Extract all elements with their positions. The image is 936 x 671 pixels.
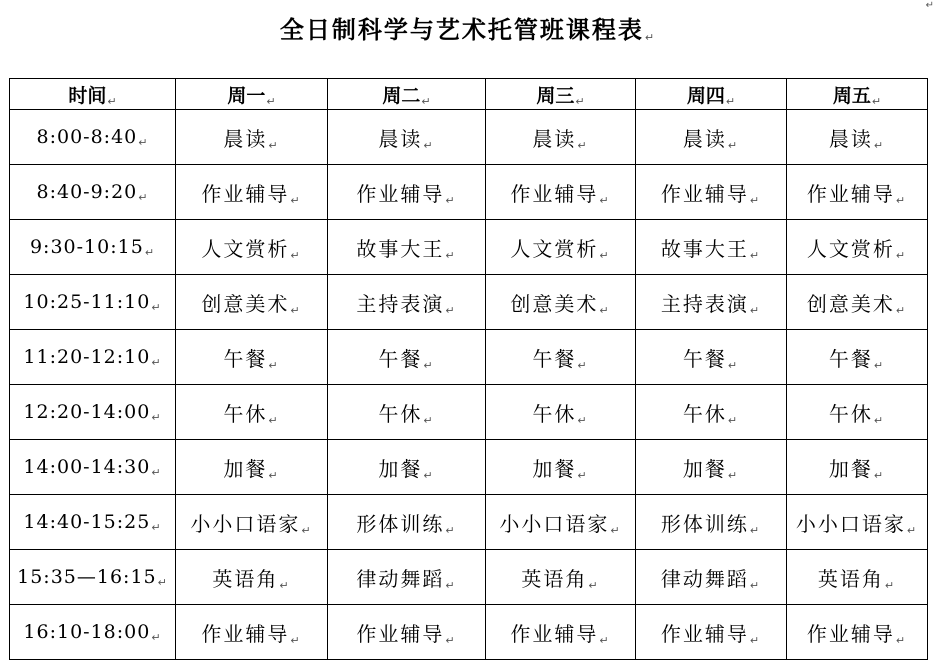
course-label: 英语角 (212, 566, 279, 591)
course-cell (176, 440, 328, 495)
paragraph-mark-icon: ↵ (577, 358, 589, 372)
time-label: 11:20-12:10 (23, 345, 151, 368)
course-label: 人文赏析 (201, 236, 290, 261)
course-cell (787, 550, 928, 605)
paragraph-mark-icon: ↵ (873, 413, 886, 427)
paragraph-mark-icon: ↵ (268, 413, 280, 427)
paragraph-mark-icon: ↵ (151, 465, 162, 479)
course-cell (787, 220, 928, 275)
time-label: 8:40-9:20 (36, 180, 138, 203)
time-label: 15:35—16:15 (17, 565, 157, 588)
paragraph-mark-icon: ↵ (421, 94, 431, 108)
course-cell (176, 605, 328, 660)
time-label: 12:20-14:00 (23, 400, 151, 423)
course-label: 晨读 (378, 126, 423, 151)
paragraph-mark-icon: ↵ (577, 468, 589, 482)
time-cell (10, 165, 176, 220)
course-label: 作业辅导 (356, 181, 445, 206)
paragraph-mark-icon: ↵ (895, 248, 908, 262)
course-label: 加餐 (682, 456, 727, 481)
course-cell (787, 605, 928, 660)
paragraph-mark-icon: ↵ (151, 630, 162, 644)
course-label: 人文赏析 (806, 236, 895, 261)
course-label: 律动舞蹈 (660, 566, 749, 591)
header-day (486, 79, 636, 110)
course-cell (176, 275, 328, 330)
header-time (10, 79, 176, 110)
course-label: 形体训练 (356, 511, 445, 536)
course-cell (486, 550, 636, 605)
header-label: 时间 (68, 84, 107, 107)
paragraph-mark-icon: ↵ (144, 245, 156, 259)
course-cell (636, 110, 787, 165)
schedule-body (10, 110, 928, 660)
paragraph-mark-icon: ↵ (290, 303, 302, 317)
time-cell (10, 110, 176, 165)
paragraph-mark-icon: ↵ (749, 523, 762, 537)
paragraph-mark-icon: ↵ (599, 633, 611, 647)
header-row (10, 79, 928, 110)
paragraph-mark-icon: ↵ (577, 138, 589, 152)
paragraph-mark-icon: ↵ (268, 358, 280, 372)
course-label: 小小口语家 (499, 511, 610, 536)
paragraph-mark-icon: ↵ (423, 358, 435, 372)
table-row (10, 385, 928, 440)
schedule-table (9, 78, 928, 660)
course-cell (787, 385, 928, 440)
course-cell (486, 110, 636, 165)
paragraph-mark-icon: ↵ (749, 578, 762, 592)
course-label: 午休 (378, 401, 423, 426)
course-label: 午休 (828, 401, 873, 426)
paragraph-mark-icon: ↵ (749, 303, 762, 317)
paragraph-mark-icon: ↵ (727, 358, 740, 372)
paragraph-mark-icon: ↵ (610, 523, 622, 537)
header-day (787, 79, 928, 110)
course-label: 律动舞蹈 (356, 566, 445, 591)
header-label: 周一 (227, 84, 266, 107)
paragraph-mark-icon: ↵ (575, 94, 585, 108)
course-label: 午餐 (223, 346, 268, 371)
course-label: 作业辅导 (510, 181, 599, 206)
course-label: 作业辅导 (510, 621, 599, 646)
paragraph-mark-icon: ↵ (445, 303, 457, 317)
course-cell (787, 330, 928, 385)
title-text: 全日制科学与艺术托管班课程表 (279, 15, 644, 44)
time-label: 9:30-10:15 (29, 235, 144, 258)
table-row (10, 110, 928, 165)
paragraph-mark-icon: ↵ (725, 94, 736, 108)
paragraph-mark-icon: ↵ (749, 248, 762, 262)
course-cell (176, 330, 328, 385)
course-cell (176, 495, 328, 550)
paragraph-mark-icon: ↵ (279, 578, 291, 592)
paragraph-mark-icon: ↵ (871, 94, 882, 108)
course-label: 午休 (532, 401, 577, 426)
course-cell (636, 605, 787, 660)
course-label: 作业辅导 (806, 621, 895, 646)
course-cell (636, 165, 787, 220)
paragraph-mark-icon: ↵ (445, 193, 457, 207)
course-cell (787, 110, 928, 165)
course-label: 小小口语家 (190, 511, 301, 536)
paragraph-mark-icon: ↵ (445, 633, 457, 647)
course-cell (787, 440, 928, 495)
course-label: 午休 (682, 401, 727, 426)
paragraph-mark-icon: ↵ (151, 410, 162, 424)
paragraph-mark-icon: ↵ (599, 193, 611, 207)
course-cell (328, 550, 486, 605)
course-label: 创意美术 (510, 291, 599, 316)
header-label: 周二 (382, 84, 421, 107)
course-label: 作业辅导 (660, 621, 749, 646)
course-label: 午餐 (682, 346, 727, 371)
course-cell (176, 550, 328, 605)
paragraph-mark-icon: ↵ (268, 468, 280, 482)
course-cell (636, 220, 787, 275)
course-label: 形体训练 (660, 511, 749, 536)
course-label: 主持表演 (356, 291, 445, 316)
course-label: 晨读 (223, 126, 268, 151)
paragraph-mark-icon: ↵ (423, 138, 435, 152)
paragraph-mark-icon: ↵ (445, 248, 457, 262)
course-label: 加餐 (532, 456, 577, 481)
course-label: 午餐 (828, 346, 873, 371)
header-label: 周四 (686, 84, 725, 107)
time-cell (10, 605, 176, 660)
course-cell (328, 385, 486, 440)
paragraph-mark-icon: ↵ (727, 468, 740, 482)
paragraph-mark-icon: ↵ (151, 300, 162, 314)
course-cell (176, 165, 328, 220)
table-row (10, 495, 928, 550)
paragraph-mark-icon: ↵ (107, 94, 117, 108)
paragraph-mark-icon: ↵ (445, 578, 457, 592)
time-cell (10, 330, 176, 385)
time-cell (10, 275, 176, 330)
paragraph-mark-icon: ↵ (290, 193, 302, 207)
table-row (10, 220, 928, 275)
paragraph-mark-icon: ↵ (925, 0, 934, 11)
course-cell (787, 495, 928, 550)
course-cell (636, 550, 787, 605)
paragraph-mark-icon: ↵ (423, 468, 435, 482)
course-label: 主持表演 (660, 291, 749, 316)
course-label: 作业辅导 (201, 181, 290, 206)
course-cell (328, 440, 486, 495)
time-cell (10, 495, 176, 550)
paragraph-mark-icon: ↵ (268, 138, 280, 152)
course-label: 英语角 (817, 566, 884, 591)
course-cell (636, 495, 787, 550)
paragraph-mark-icon: ↵ (301, 523, 313, 537)
course-cell (636, 385, 787, 440)
paragraph-mark-icon: ↵ (151, 520, 162, 534)
paragraph-mark-icon: ↵ (138, 190, 149, 204)
header-label: 周五 (832, 84, 871, 107)
course-cell (328, 165, 486, 220)
paragraph-mark-icon: ↵ (873, 468, 886, 482)
course-cell (328, 330, 486, 385)
time-cell (10, 220, 176, 275)
course-label: 午休 (223, 401, 268, 426)
paragraph-mark-icon: ↵ (895, 303, 908, 317)
paragraph-mark-icon: ↵ (599, 303, 611, 317)
document-title (0, 12, 936, 56)
course-label: 午餐 (532, 346, 577, 371)
course-cell (328, 110, 486, 165)
course-label: 作业辅导 (660, 181, 749, 206)
paragraph-mark-icon: ↵ (290, 248, 302, 262)
course-label: 作业辅导 (356, 621, 445, 646)
table-row (10, 550, 928, 605)
course-cell (636, 330, 787, 385)
course-label: 晨读 (532, 126, 577, 151)
course-cell (787, 165, 928, 220)
time-label: 14:00-14:30 (23, 455, 151, 478)
time-label: 8:00-8:40 (36, 125, 138, 148)
paragraph-mark-icon: ↵ (906, 523, 919, 537)
paragraph-mark-icon: ↵ (588, 578, 600, 592)
course-cell (328, 495, 486, 550)
paragraph-mark-icon: ↵ (423, 413, 435, 427)
table-row (10, 330, 928, 385)
course-label: 晨读 (682, 126, 727, 151)
table-row (10, 440, 928, 495)
paragraph-mark-icon: ↵ (873, 358, 886, 372)
paragraph-mark-icon: ↵ (445, 523, 457, 537)
course-label: 故事大王 (660, 236, 749, 261)
course-cell (636, 275, 787, 330)
course-label: 作业辅导 (201, 621, 290, 646)
course-label: 晨读 (828, 126, 873, 151)
course-cell (486, 440, 636, 495)
paragraph-mark-icon: ↵ (895, 633, 908, 647)
header-day (176, 79, 328, 110)
paragraph-mark-icon: ↵ (644, 31, 657, 44)
time-label: 16:10-18:00 (23, 620, 151, 643)
course-cell (176, 110, 328, 165)
time-cell (10, 440, 176, 495)
paragraph-mark-icon: ↵ (577, 413, 589, 427)
course-cell (486, 220, 636, 275)
course-label: 加餐 (223, 456, 268, 481)
header-label: 周三 (536, 84, 575, 107)
paragraph-mark-icon: ↵ (884, 578, 897, 592)
paragraph-mark-icon: ↵ (749, 633, 762, 647)
table-row (10, 275, 928, 330)
course-label: 加餐 (828, 456, 873, 481)
paragraph-mark-icon: ↵ (727, 413, 740, 427)
course-cell (328, 605, 486, 660)
course-label: 人文赏析 (510, 236, 599, 261)
course-cell (636, 440, 787, 495)
time-label: 10:25-11:10 (23, 290, 151, 313)
course-label: 英语角 (521, 566, 588, 591)
course-label: 作业辅导 (806, 181, 895, 206)
course-cell (787, 275, 928, 330)
course-cell (328, 275, 486, 330)
time-cell (10, 550, 176, 605)
course-cell (486, 165, 636, 220)
course-cell (176, 385, 328, 440)
time-cell (10, 385, 176, 440)
course-cell (486, 605, 636, 660)
course-cell (486, 330, 636, 385)
course-label: 创意美术 (201, 291, 290, 316)
time-label: 14:40-15:25 (23, 510, 151, 533)
course-cell (176, 220, 328, 275)
paragraph-mark-icon: ↵ (151, 355, 162, 369)
paragraph-mark-icon: ↵ (727, 138, 740, 152)
paragraph-mark-icon: ↵ (138, 135, 149, 149)
table-row (10, 605, 928, 660)
course-cell (486, 495, 636, 550)
paragraph-mark-icon: ↵ (749, 193, 762, 207)
course-cell (486, 385, 636, 440)
course-label: 创意美术 (806, 291, 895, 316)
course-cell (328, 220, 486, 275)
paragraph-mark-icon: ↵ (266, 94, 276, 108)
paragraph-mark-icon: ↵ (599, 248, 611, 262)
course-label: 小小口语家 (795, 511, 906, 536)
paragraph-mark-icon: ↵ (290, 633, 302, 647)
header-day (328, 79, 486, 110)
course-label: 加餐 (378, 456, 423, 481)
header-day (636, 79, 787, 110)
course-cell (486, 275, 636, 330)
paragraph-mark-icon: ↵ (157, 575, 168, 589)
paragraph-mark-icon: ↵ (873, 138, 886, 152)
course-label: 午餐 (378, 346, 423, 371)
paragraph-mark-icon: ↵ (895, 193, 908, 207)
table-row (10, 165, 928, 220)
course-label: 故事大王 (356, 236, 445, 261)
